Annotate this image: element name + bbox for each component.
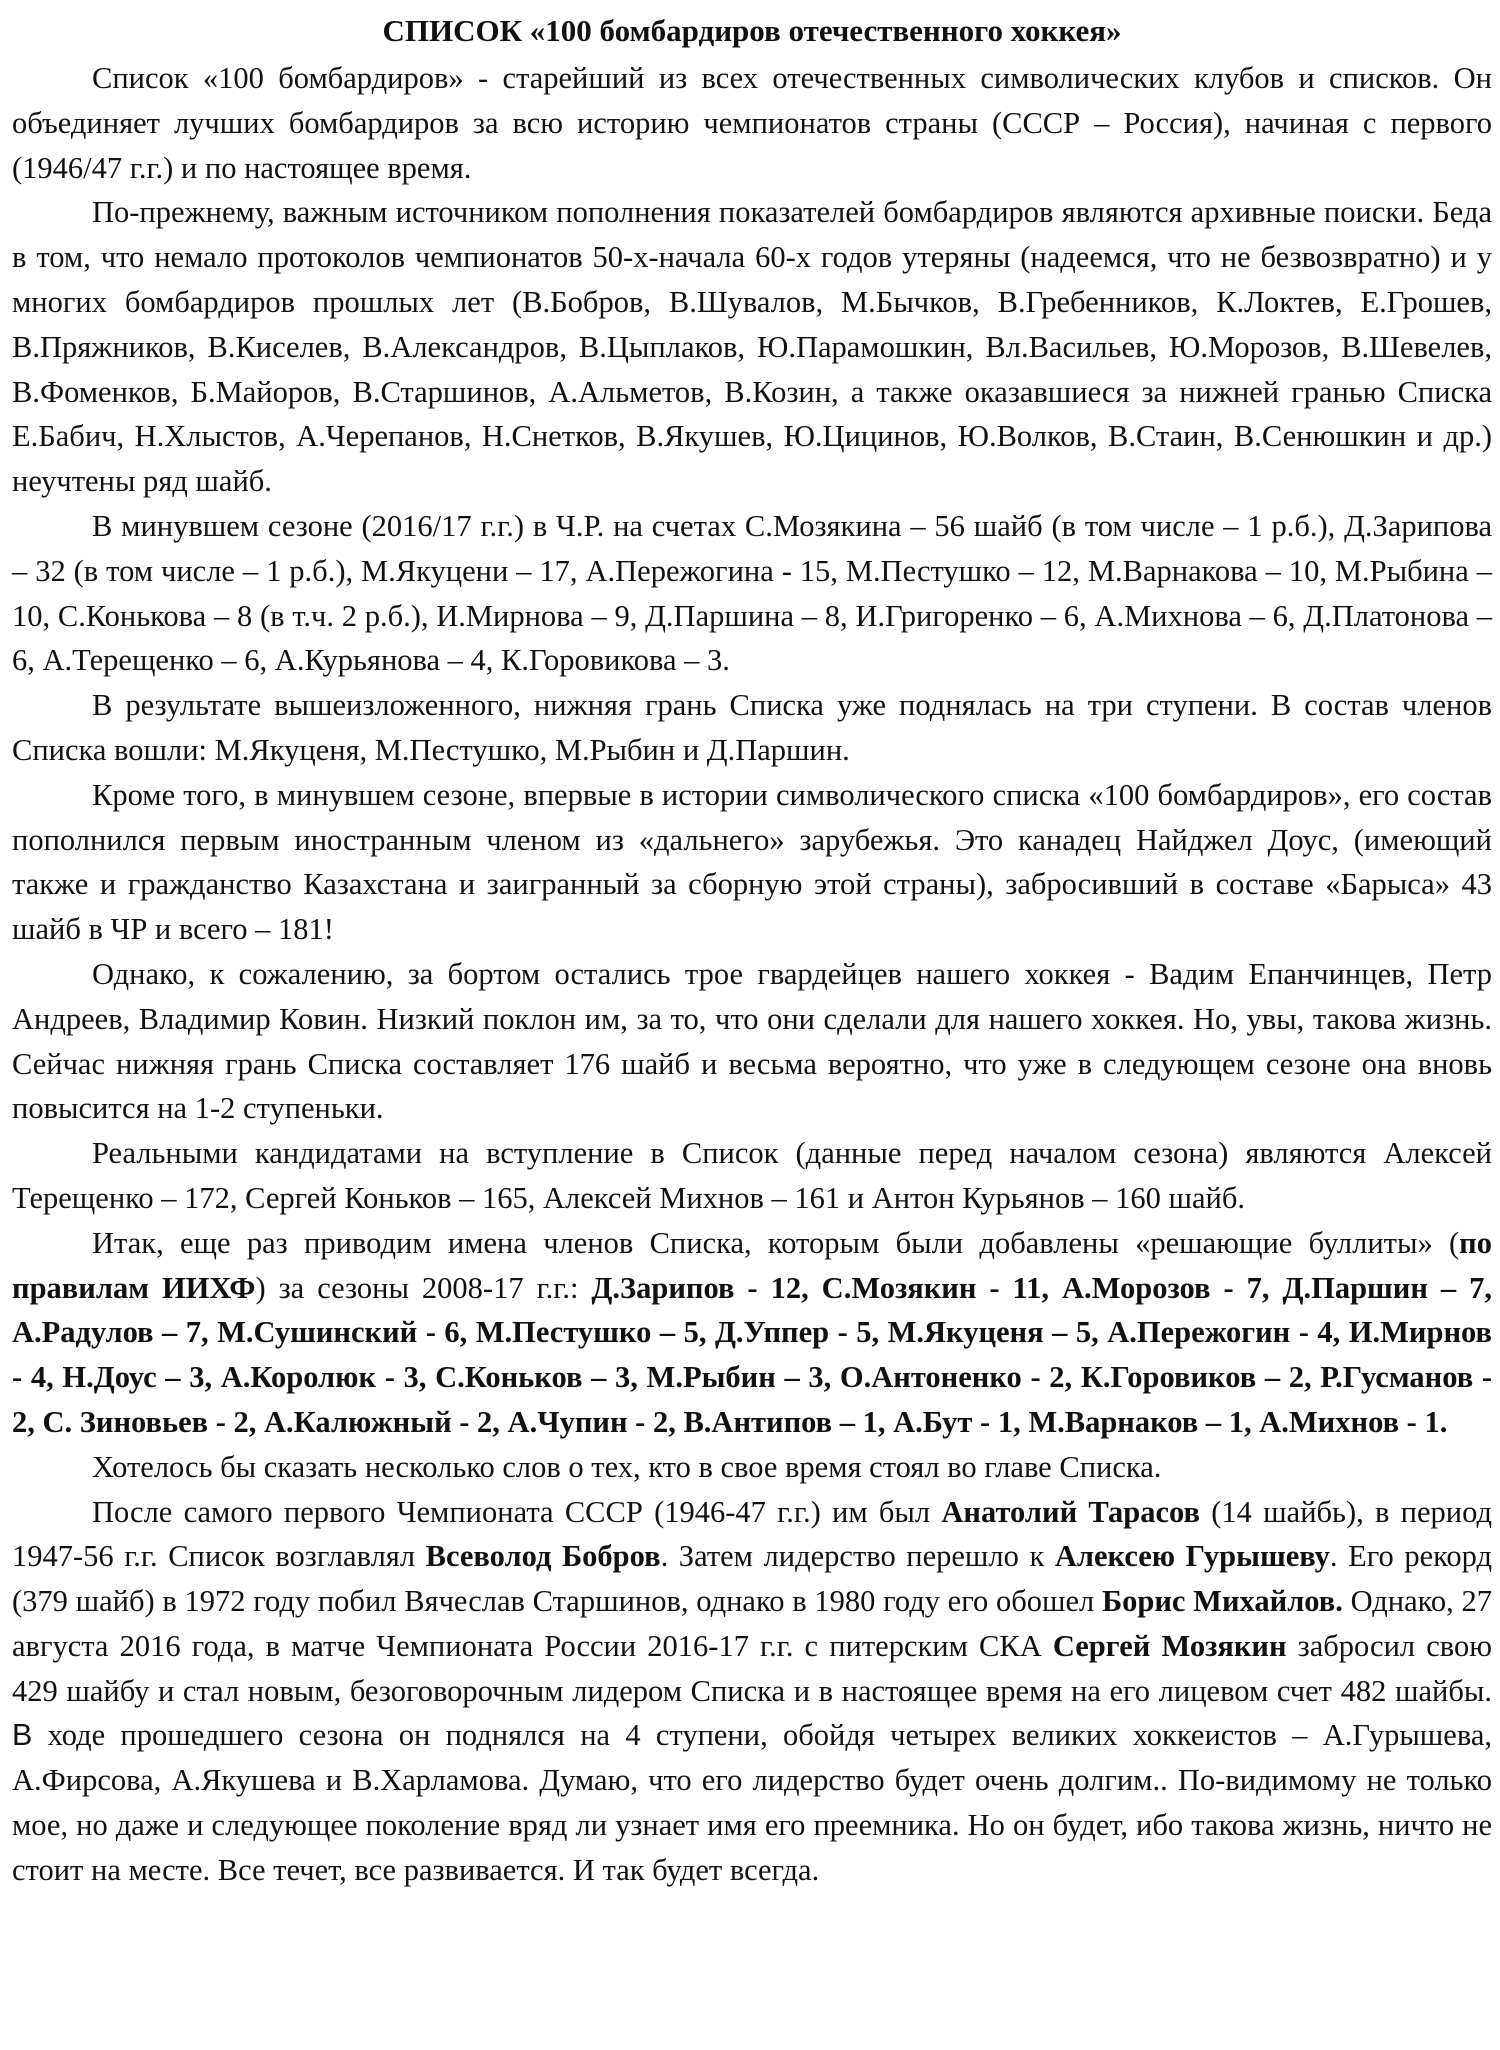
- paragraph-leaders-history: [12, 1490, 1492, 1893]
- paragraph-foreign-member: Кроме того, в минувшем сезоне, впервые в истории символического списка «100 бомбардиров», его состав пополнился первым иностранным членом из «дальнего» зарубежья. Это канадец Найджел Доус, (имеющий также и гражданство Казахстана и заигранный за сборную этой страны), забросивший в составе «Барыса» 43 шайб в ЧР и всего – 181!: [12, 777, 1492, 947]
- paragraph-departed-members: Однако, к сожалению, за бортом остались трое гвардейцев нашего хоккея - Вадим Епанчинцев, Петр Андреев, Владимир Ковин. Низкий поклон им, за то, что они сделали для нашего хоккея. Но, увы, такова жизнь. Сейчас нижняя грань Списка составляет 176 шайб и весьма вероятно, что уже в следующем сезоне она вновь повысится на 1-2 ступеньки.: [12, 956, 1492, 1126]
- shootout-seasons-text: ) за сезоны 2008-17 г.г.:: [255, 1270, 592, 1305]
- paragraph-archive-search: По-прежнему, важным источником пополнения показателей бомбардиров являются архивные поиски. Беда в том, что немало протоколов чемпионатов 50-х-начала 60-х годов утеряны (надеемся, что не безвозвратно) и у многих бомбардиров прошлых лет (В.Бобров, В.Шувалов, М.Бычков, В.Гребенников, К.Локтев, Е.Грошев, В.Пряжников, В.Киселев, В.Александров, В.Цыплаков, Ю.Парамошкин, Вл.Васильев, Ю.Морозов, В.Шевелев, В.Фоменков, Б.Майоров, В.Старшинов, А.Альметов, В.Козин, а также оказавшиеся за нижней гранью Списка Е.Бабич, Н.Хлыстов, А.Черепанов, Н.Снетков, В.Якушев, Ю.Цицинов, Ю.Волков, В.Стаин, В.Сенюшкин и др.) неучтены ряд шайб.: [12, 195, 1492, 499]
- history-text-1: После самого первого Чемпионата СССР (1946-47 г.г.) им был: [92, 1494, 942, 1529]
- document-page: [12, 6, 1492, 1893]
- leader-bobrov: Всеволод Бобров: [425, 1539, 661, 1574]
- history-text-5: Однако, 27 августа 2016 года, в матче Чемпионата России 2016-17 г.г. с питерским СКА: [12, 1584, 1493, 1663]
- history-text-6: забросил свою 429 шайбу и стал новым, безоговорочным лидером Списка и в настоящее время на его лицевом счет 482 шайбы.: [12, 1628, 1492, 1708]
- history-text-2: (14 шайбь), в период 1947-56 г.г. Список возглавлял: [12, 1494, 1493, 1574]
- leader-mozyakin: Сергей Мозякин: [1052, 1628, 1287, 1663]
- history-text-8: ходе прошедшего сезона он поднялся на 4 ступени, обойдя четырех великих хоккеистов – А.Гурышева, А.Фирсова, А.Якушева и В.Харламова. Думаю, что его лидерство будет очень долгим.. По-видимому не только мое, но даже и следующее поколение вряд ли узнает имя его преемника. Но он будет, ибо такова жизнь, ничто не стоит на месте. Все течет, все развивается. И так будет всегда.: [12, 1718, 1492, 1887]
- history-text-4: . Его рекорд (379 шайб) в 1972 году побил Вячеслав Старшинов, однако в 1980 году его обошел: [12, 1539, 1492, 1619]
- leader-guryshev: Алексею Гурышеву: [1054, 1539, 1330, 1574]
- paragraph-shootout-goals: [12, 1221, 1492, 1445]
- paragraph-candidates: Реальными кандидатами на вступление в Список (данные перед началом сезона) являются Алексей Терещенко – 172, Сергей Коньков – 165, Алексей Михнов – 161 и Антон Курьянов – 160 шайб.: [12, 1136, 1492, 1215]
- paragraph-new-members: В результате вышеизложенного, нижняя грань Списка уже поднялась на три ступени. В состав членов Списка вошли: М.Якуценя, М.Пестушко, М.Рыбин и Д.Паршин.: [12, 688, 1492, 767]
- paragraph-leaders-intro: Хотелось бы сказать несколько слов о тех, кто в свое время стоял во главе Списка.: [92, 1449, 1162, 1484]
- iihf-rules-text: по правилам ИИХФ: [12, 1225, 1492, 1305]
- paragraph-intro: Список «100 бомбардиров» - старейший из всех отечественных символических клубов и списков. Он объединяет лучших бомбардиров за всю историю чемпионатов страны (СССР – Россия), начиная с первого (1946/47 г.г.) и по настоящее время.: [12, 61, 1492, 185]
- leader-tarasov: Анатолий Тарасов: [941, 1494, 1200, 1529]
- leader-mikhailov: Борис Михайлов.: [1101, 1584, 1343, 1619]
- history-text-7: В: [12, 1718, 33, 1753]
- paragraph-last-season: В минувшем сезоне (2016/17 г.г.) в Ч.Р. на счетах С.Мозякина – 56 шайб (в том числе – 1 р.б.), Д.Зарипова – 32 (в том числе – 1 р.б.), М.Якуцени – 17, А.Пережогина - 15, М.Пестушко – 12, М.Варнакова – 10, М.Рыбина – 10, С.Конькова – 8 (в т.ч. 2 р.б.), И.Мирнова – 9, Д.Паршина – 8, И.Григоренко – 6, А.Михнова – 6, Д.Платонова – 6, А.Терещенко – 6, А.Курьянова – 4, К.Горовикова – 3.: [12, 508, 1492, 678]
- shootout-players-list: Д.Зарипов - 12, С.Мозякин - 11, А.Морозов - 7, Д.Паршин – 7, А.Радулов – 7, М.Сушинский - 6, М.Пестушко – 5, Д.Уппер - 5, М.Якуценя – 5, А.Пережогин - 4, И.Мирнов - 4, Н.Доус – 3, А.Королюк - 3, С.Коньков – 3, М.Рыбин – 3, О.Антоненко - 2, К.Горовиков – 2, Р.Гусманов - 2, С. Зиновьев - 2, А.Калюжный - 2, А.Чупин - 2, В.Антипов – 1, А.Бут - 1, М.Варнаков – 1, А.Михнов - 1.: [12, 1270, 1493, 1439]
- history-text-3: . Затем лидерство перешло к: [660, 1539, 1055, 1574]
- shootout-intro-text: Итак, еще раз приводим имена членов Списка, которым были добавлены «решающие буллиты» (: [92, 1225, 1460, 1260]
- page-title: СПИСОК «100 бомбардиров отечественного хоккея»: [382, 13, 1122, 48]
